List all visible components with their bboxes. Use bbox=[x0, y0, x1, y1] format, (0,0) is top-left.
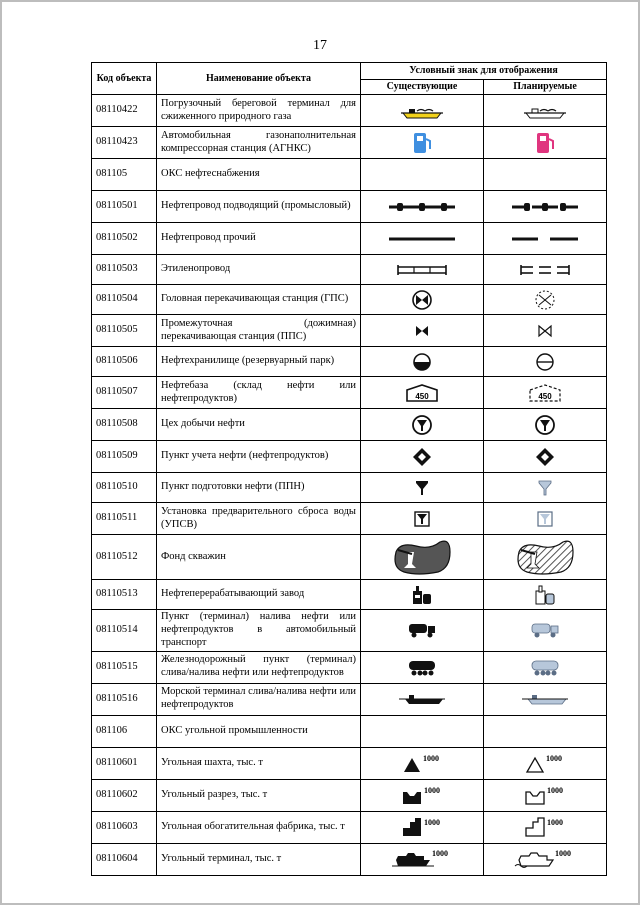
symbol-existing bbox=[361, 580, 484, 610]
symbol-planned bbox=[484, 651, 607, 683]
table-row bbox=[92, 535, 607, 580]
object-code: 08110603 bbox=[92, 811, 157, 843]
table-row bbox=[92, 285, 607, 315]
symbol-existing bbox=[361, 159, 484, 191]
oil-production-workshop-icon bbox=[534, 414, 556, 436]
symbol-existing bbox=[361, 127, 484, 159]
oil-pipeline-supply-icon bbox=[387, 200, 457, 214]
section-row bbox=[92, 715, 607, 747]
symbol-existing bbox=[361, 811, 484, 843]
oil-treatment-point-icon bbox=[537, 479, 553, 497]
symbol-planned bbox=[484, 811, 607, 843]
table-row bbox=[92, 580, 607, 610]
symbol-existing bbox=[361, 715, 484, 747]
capacity-label: 1000 bbox=[555, 849, 571, 859]
symbol-planned bbox=[484, 285, 607, 315]
booster-pumping-station-icon bbox=[535, 321, 555, 341]
object-name: Пункт учета нефти (нефтепродуктов) bbox=[157, 441, 361, 473]
coal-processing-plant-icon bbox=[523, 816, 567, 838]
table-row bbox=[92, 377, 607, 409]
ethylene-pipeline-icon bbox=[394, 263, 450, 277]
table-row bbox=[92, 409, 607, 441]
object-name: Установка предварительного сброса воды (УПСВ) bbox=[157, 503, 361, 535]
capacity-label: 1000 bbox=[547, 818, 563, 828]
table-row bbox=[92, 779, 607, 811]
symbol-existing bbox=[361, 223, 484, 255]
symbol-planned bbox=[484, 441, 607, 473]
sea-tanker-icon bbox=[397, 691, 447, 707]
symbol-planned bbox=[484, 610, 607, 651]
object-code: 08110512 bbox=[92, 535, 157, 580]
oil-treatment-point-icon bbox=[414, 479, 430, 497]
symbol-planned bbox=[484, 191, 607, 223]
oil-pipeline-other-icon bbox=[510, 234, 580, 244]
symbol-planned bbox=[484, 409, 607, 441]
oil-depot-icon bbox=[528, 383, 562, 403]
table-row bbox=[92, 811, 607, 843]
table-row bbox=[92, 441, 607, 473]
object-code: 08110511 bbox=[92, 503, 157, 535]
object-name: Нефтепровод прочий bbox=[157, 223, 361, 255]
object-code: 08110506 bbox=[92, 347, 157, 377]
symbol-planned bbox=[484, 843, 607, 875]
object-code: 08110516 bbox=[92, 683, 157, 715]
symbol-planned bbox=[484, 580, 607, 610]
object-code: 08110509 bbox=[92, 441, 157, 473]
object-name: Нефтехранилище (резервуарный парк) bbox=[157, 347, 361, 377]
object-code: 08110602 bbox=[92, 779, 157, 811]
object-name: Нефтебаза (склад нефти или нефтепродуктов) bbox=[157, 377, 361, 409]
header-name: Наименование объекта bbox=[157, 63, 361, 95]
header-symbol-group: Условный знак для отображения bbox=[361, 63, 607, 80]
object-code: 08110515 bbox=[92, 651, 157, 683]
symbol-planned bbox=[484, 95, 607, 127]
oil-refinery-icon bbox=[411, 584, 433, 606]
object-name: Погрузочный береговой терминал для сжиженного природного газа bbox=[157, 95, 361, 127]
object-code: 08110604 bbox=[92, 843, 157, 875]
tank-truck-icon bbox=[530, 620, 560, 640]
object-name: Промежуточная (дожимная) перекачивающая станция (ППС) bbox=[157, 315, 361, 347]
object-code: 08110507 bbox=[92, 377, 157, 409]
coal-mine-icon bbox=[400, 752, 444, 774]
table-row bbox=[92, 503, 607, 535]
rail-tank-car-icon bbox=[406, 657, 438, 677]
head-pumping-station-icon bbox=[411, 289, 433, 311]
table-row bbox=[92, 127, 607, 159]
object-name: Угольная обогатительная фабрика, тыс. т bbox=[157, 811, 361, 843]
tank-truck-icon bbox=[407, 620, 437, 640]
symbol-existing bbox=[361, 747, 484, 779]
symbol-planned bbox=[484, 159, 607, 191]
sea-tanker-icon bbox=[520, 691, 570, 707]
object-code: 08110513 bbox=[92, 580, 157, 610]
table-row bbox=[92, 191, 607, 223]
table-row bbox=[92, 610, 607, 651]
fuel-pump-icon bbox=[410, 131, 434, 155]
object-name: Фонд скважин bbox=[157, 535, 361, 580]
object-code: 08110514 bbox=[92, 610, 157, 651]
symbol-existing bbox=[361, 95, 484, 127]
object-code: 08110503 bbox=[92, 255, 157, 285]
object-name: Железнодорожный пункт (терминал) слива/налива нефти или нефтепродуктов bbox=[157, 651, 361, 683]
symbol-existing bbox=[361, 503, 484, 535]
symbol-planned bbox=[484, 223, 607, 255]
head-pumping-station-icon bbox=[534, 289, 556, 311]
well-stock-icon bbox=[513, 538, 577, 576]
object-code: 08110510 bbox=[92, 473, 157, 503]
capacity-label: 1000 bbox=[424, 818, 440, 828]
object-code: 08110422 bbox=[92, 95, 157, 127]
symbol-existing bbox=[361, 191, 484, 223]
object-name: Головная перекачивающая станция (ГПС) bbox=[157, 285, 361, 315]
oil-metering-point-icon bbox=[534, 446, 556, 468]
object-code: 081105 bbox=[92, 159, 157, 191]
header-code: Код объекта bbox=[92, 63, 157, 95]
header-existing: Существующие bbox=[361, 80, 484, 95]
booster-pumping-station-icon bbox=[412, 321, 432, 341]
table-row bbox=[92, 683, 607, 715]
object-name: Угольный терминал, тыс. т bbox=[157, 843, 361, 875]
capacity-label: 1000 bbox=[423, 754, 439, 764]
symbol-planned bbox=[484, 715, 607, 747]
symbol-planned bbox=[484, 127, 607, 159]
section-row bbox=[92, 159, 607, 191]
header-planned: Планируемые bbox=[484, 80, 607, 95]
symbol-planned bbox=[484, 347, 607, 377]
symbol-existing bbox=[361, 473, 484, 503]
oil-pipeline-supply-icon bbox=[510, 200, 580, 214]
symbol-existing bbox=[361, 651, 484, 683]
object-name: Угольный разрез, тыс. т bbox=[157, 779, 361, 811]
object-name: ОКС нефтеснабжения bbox=[157, 159, 361, 191]
symbol-planned bbox=[484, 315, 607, 347]
object-code: 08110504 bbox=[92, 285, 157, 315]
object-name: Нефтеперерабатывающий завод bbox=[157, 580, 361, 610]
symbol-planned bbox=[484, 747, 607, 779]
water-discharge-unit-icon bbox=[413, 510, 431, 528]
oil-production-workshop-icon bbox=[411, 414, 433, 436]
object-code: 08110423 bbox=[92, 127, 157, 159]
object-code: 08110505 bbox=[92, 315, 157, 347]
object-name: Автомобильная газонаполнительная компрессорная станция (АГНКС) bbox=[157, 127, 361, 159]
coal-terminal-icon bbox=[390, 848, 454, 870]
object-name: Морской терминал слива/налива нефти или нефтепродуктов bbox=[157, 683, 361, 715]
capacity-label: 1000 bbox=[424, 786, 440, 796]
object-code: 08110508 bbox=[92, 409, 157, 441]
symbol-existing bbox=[361, 843, 484, 875]
oil-storage-icon bbox=[535, 352, 555, 372]
table-row bbox=[92, 747, 607, 779]
object-name: Этиленопровод bbox=[157, 255, 361, 285]
rail-tank-car-icon bbox=[529, 657, 561, 677]
ethylene-pipeline-icon bbox=[517, 263, 573, 277]
well-stock-icon bbox=[390, 538, 454, 576]
symbol-existing bbox=[361, 255, 484, 285]
object-name: ОКС угольной промышленности bbox=[157, 715, 361, 747]
capacity-label: 1000 bbox=[546, 754, 562, 764]
symbol-planned bbox=[484, 255, 607, 285]
symbol-planned bbox=[484, 377, 607, 409]
table-row bbox=[92, 347, 607, 377]
lng-terminal-ship-icon bbox=[520, 101, 570, 121]
header-row bbox=[92, 63, 607, 80]
table-row bbox=[92, 223, 607, 255]
object-name: Пункт (терминал) налива нефти или нефтепродуктов в автомобильный транспорт bbox=[157, 610, 361, 651]
oil-metering-point-icon bbox=[411, 446, 433, 468]
symbol-existing bbox=[361, 285, 484, 315]
water-discharge-unit-icon bbox=[536, 510, 554, 528]
coal-open-pit-icon bbox=[400, 784, 444, 806]
symbol-planned bbox=[484, 473, 607, 503]
symbol-planned bbox=[484, 779, 607, 811]
lng-terminal-ship-icon bbox=[397, 101, 447, 121]
fuel-pump-icon bbox=[533, 131, 557, 155]
symbol-existing bbox=[361, 347, 484, 377]
object-name: Пункт подготовки нефти (ППН) bbox=[157, 473, 361, 503]
object-code: 08110601 bbox=[92, 747, 157, 779]
object-code: 081106 bbox=[92, 715, 157, 747]
symbol-existing bbox=[361, 409, 484, 441]
object-name: Нефтепровод подводящий (промысловый) bbox=[157, 191, 361, 223]
symbol-planned bbox=[484, 503, 607, 535]
object-name: Угольная шахта, тыс. т bbox=[157, 747, 361, 779]
symbol-existing bbox=[361, 779, 484, 811]
symbol-planned bbox=[484, 535, 607, 580]
table-row bbox=[92, 315, 607, 347]
page-number: 17 bbox=[313, 38, 327, 53]
symbols-table bbox=[91, 62, 607, 876]
symbol-existing bbox=[361, 315, 484, 347]
oil-storage-icon bbox=[412, 352, 432, 372]
table-row bbox=[92, 651, 607, 683]
object-code: 08110501 bbox=[92, 191, 157, 223]
coal-mine-icon bbox=[523, 752, 567, 774]
symbol-existing bbox=[361, 610, 484, 651]
symbol-planned bbox=[484, 683, 607, 715]
table-row bbox=[92, 473, 607, 503]
table-row bbox=[92, 843, 607, 875]
object-code: 08110502 bbox=[92, 223, 157, 255]
oil-refinery-icon bbox=[534, 584, 556, 606]
coal-processing-plant-icon bbox=[400, 816, 444, 838]
symbol-existing bbox=[361, 377, 484, 409]
oil-depot-icon bbox=[405, 383, 439, 403]
table-row bbox=[92, 95, 607, 127]
depot-capacity-label: 450 bbox=[415, 391, 429, 401]
coal-terminal-icon bbox=[513, 848, 577, 870]
table-row bbox=[92, 255, 607, 285]
object-name: Цех добычи нефти bbox=[157, 409, 361, 441]
symbol-existing bbox=[361, 535, 484, 580]
depot-capacity-label: 450 bbox=[538, 391, 552, 401]
symbol-existing bbox=[361, 683, 484, 715]
coal-open-pit-icon bbox=[523, 784, 567, 806]
capacity-label: 1000 bbox=[432, 849, 448, 859]
oil-pipeline-other-icon bbox=[387, 234, 457, 244]
symbol-existing bbox=[361, 441, 484, 473]
capacity-label: 1000 bbox=[547, 786, 563, 796]
